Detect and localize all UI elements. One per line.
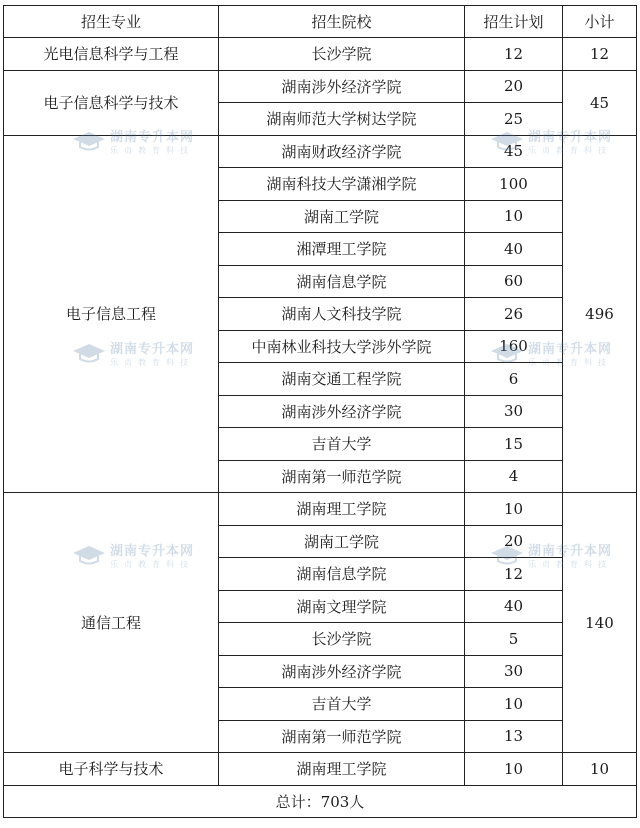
subtotal-cell: 10 <box>563 753 637 786</box>
major-cell: 光电信息科学与工程 <box>4 38 219 71</box>
watermark-slogan: 乐贞教育科技 <box>110 146 194 155</box>
table-row <box>4 753 637 786</box>
watermark-slogan: 乐贞教育科技 <box>528 560 612 569</box>
plan-cell: 6 <box>465 363 563 396</box>
header-plan: 招生计划 <box>465 6 563 38</box>
plan-cell: 26 <box>465 298 563 331</box>
enrollment-table <box>3 5 637 818</box>
watermark-slogan: 乐贞教育科技 <box>110 358 194 367</box>
school-cell: 湖南第一师范学院 <box>219 460 465 493</box>
watermark-name: 湖南专升本网 <box>528 544 613 559</box>
school-cell: 湖南科技大学潇湘学院 <box>219 168 465 201</box>
school-cell: 湖南工学院 <box>219 525 465 558</box>
plan-cell: 20 <box>465 525 563 558</box>
subtotal-cell: 496 <box>563 135 637 493</box>
plan-cell: 5 <box>465 623 563 656</box>
plan-cell: 100 <box>465 168 563 201</box>
plan-cell: 10 <box>465 200 563 233</box>
plan-cell: 4 <box>465 460 563 493</box>
plan-cell: 25 <box>465 103 563 136</box>
school-cell: 湖南财政经济学院 <box>219 135 465 168</box>
plan-cell: 10 <box>465 493 563 526</box>
school-cell: 湖南师范大学树达学院 <box>219 103 465 136</box>
plan-cell: 40 <box>465 233 563 266</box>
school-cell: 吉首大学 <box>219 688 465 721</box>
table-row <box>4 493 637 526</box>
plan-cell: 30 <box>465 655 563 688</box>
total-cell: 总计：703人 <box>4 785 637 818</box>
plan-cell: 40 <box>465 590 563 623</box>
plan-cell: 60 <box>465 265 563 298</box>
header-row <box>4 6 637 38</box>
major-cell: 通信工程 <box>4 493 219 753</box>
watermark-name: 湖南专升本网 <box>110 544 195 559</box>
plan-cell: 10 <box>465 753 563 786</box>
school-cell: 湖南涉外经济学院 <box>219 655 465 688</box>
total-row <box>4 785 637 818</box>
plan-cell: 20 <box>465 70 563 103</box>
watermark-name: 湖南专升本网 <box>528 342 613 357</box>
school-cell: 湖南理工学院 <box>219 493 465 526</box>
subtotal-cell: 140 <box>563 493 637 753</box>
school-cell: 湖南工学院 <box>219 200 465 233</box>
school-cell: 湖南涉外经济学院 <box>219 70 465 103</box>
school-cell: 湖南理工学院 <box>219 753 465 786</box>
school-cell: 中南林业科技大学涉外学院 <box>219 330 465 363</box>
major-cell: 电子信息科学与技术 <box>4 70 219 135</box>
table-row <box>4 70 637 103</box>
watermark-name: 湖南专升本网 <box>110 342 195 357</box>
major-cell: 电子科学与技术 <box>4 753 219 786</box>
watermark-name: 湖南专升本网 <box>528 130 613 145</box>
school-cell: 湖南涉外经济学院 <box>219 395 465 428</box>
table-row <box>4 135 637 168</box>
header-major: 招生专业 <box>4 6 219 38</box>
subtotal-cell: 12 <box>563 38 637 71</box>
table-row <box>4 38 637 71</box>
school-cell: 湖南交通工程学院 <box>219 363 465 396</box>
header-school: 招生院校 <box>219 6 465 38</box>
plan-cell: 12 <box>465 558 563 591</box>
school-cell: 长沙学院 <box>219 38 465 71</box>
plan-cell: 45 <box>465 135 563 168</box>
plan-cell: 10 <box>465 688 563 721</box>
watermark-slogan: 乐贞教育科技 <box>528 146 612 155</box>
header-subtotal: 小计 <box>563 6 637 38</box>
major-cell: 电子信息工程 <box>4 135 219 493</box>
subtotal-cell: 45 <box>563 70 637 135</box>
plan-cell: 15 <box>465 428 563 461</box>
school-cell: 湘潭理工学院 <box>219 233 465 266</box>
watermark-name: 湖南专升本网 <box>110 130 195 145</box>
plan-cell: 160 <box>465 330 563 363</box>
watermark-slogan: 乐贞教育科技 <box>528 358 612 367</box>
school-cell: 湖南信息学院 <box>219 265 465 298</box>
school-cell: 吉首大学 <box>219 428 465 461</box>
plan-cell: 13 <box>465 720 563 753</box>
plan-cell: 30 <box>465 395 563 428</box>
school-cell: 湖南信息学院 <box>219 558 465 591</box>
school-cell: 湖南第一师范学院 <box>219 720 465 753</box>
plan-cell: 12 <box>465 38 563 71</box>
school-cell: 湖南文理学院 <box>219 590 465 623</box>
school-cell: 湖南人文科技学院 <box>219 298 465 331</box>
watermark-slogan: 乐贞教育科技 <box>110 560 194 569</box>
school-cell: 长沙学院 <box>219 623 465 656</box>
